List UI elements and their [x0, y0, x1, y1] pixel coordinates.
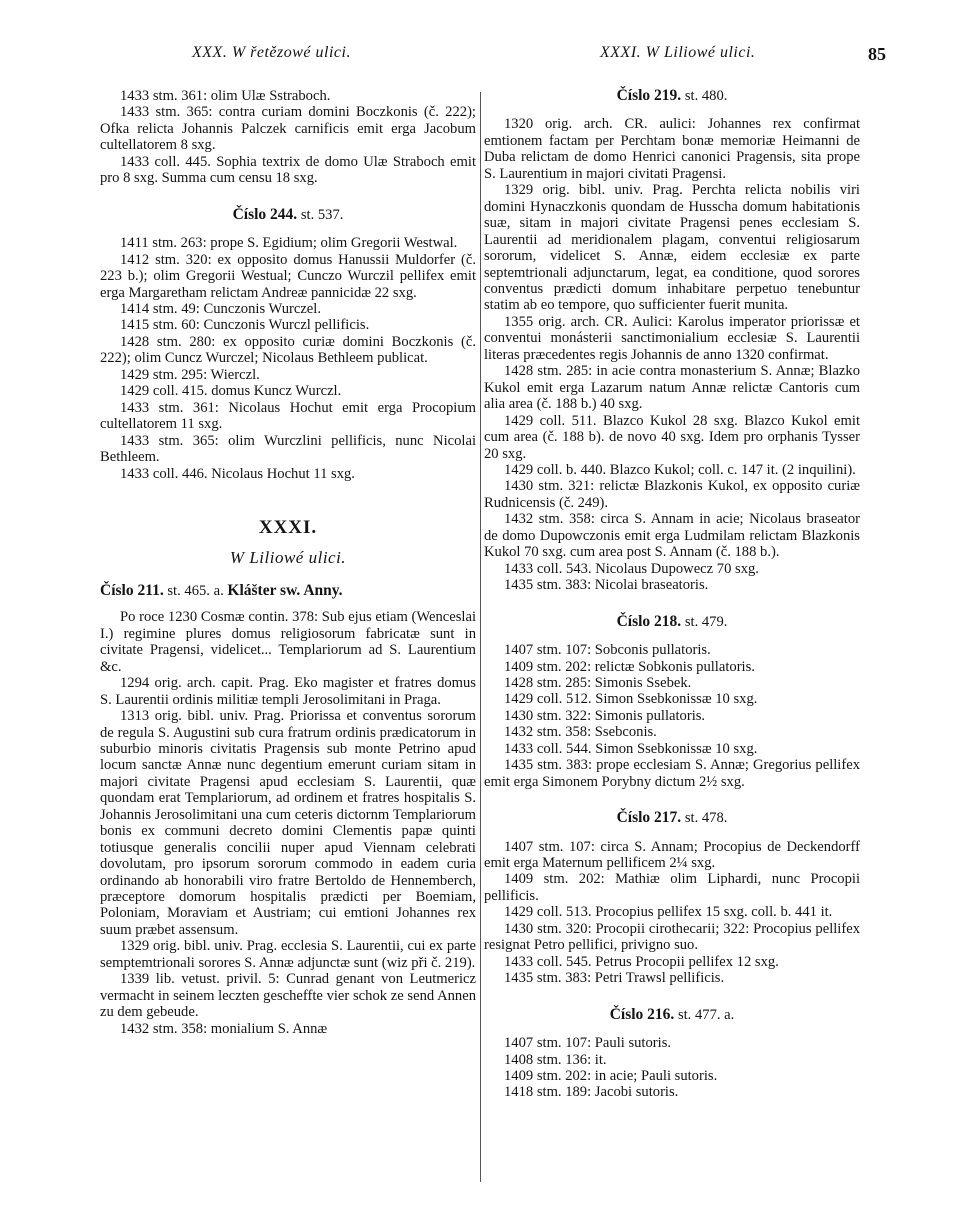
entry-paragraph: 1409 stm. 202: in acie; Pauli sutoris.: [504, 1068, 718, 1085]
section-heading: [484, 88, 860, 104]
section-heading: [100, 583, 476, 599]
running-header-right: XXXI. W Liliowé ulici.: [600, 44, 756, 61]
entry-paragraph: 1329 orig. bibl. univ. Prag. ecclesia S. Laurentii, cui ex parte semptemtrionali sorores S. Annæ adjunctæ sunt (wiz při č. 219).: [100, 938, 476, 971]
entry-paragraph: 1429 coll. 512. Simon Ssebkonissæ 10 sxg.: [504, 691, 758, 708]
entry-paragraph: 1433 coll. 544. Simon Ssebkonissæ 10 sxg.: [504, 740, 758, 757]
column-divider: [480, 92, 481, 1182]
entry-paragraph: 1429 coll. 511. Blazco Kukol 28 sxg. Blazco Kukol emit cum area (č. 188 b). de novo 40 sxg. Idem pro orphanis Tysser 20 sxg.: [484, 412, 860, 462]
section-extra-title: Klášter sw. Anny.: [227, 581, 343, 599]
entry-paragraph: 1429 stm. 295: Wierczl.: [120, 366, 260, 383]
entry-paragraph: 1407 stm. 107: Pauli sutoris.: [504, 1035, 672, 1052]
entry-paragraph: 1435 stm. 383: prope ecclesiam S. Annæ; Gregorius pellifex emit erga Simonem Porybny dictum 2½ sxg.: [484, 757, 860, 790]
entry-paragraph: 1430 stm. 321: relictæ Blazkonis Kukol, ex opposito curiæ Rudnicensis (č. 249).: [484, 478, 860, 511]
entry-paragraph: 1428 stm. 285: in acie contra monasterium S. Annæ; Blazko Kukol emit erga Lazarum natum Annæ relictæ Cantoris cum alia area (č. 188 b.) 40 sxg.: [484, 363, 860, 413]
section-subtitle: st. 479.: [681, 613, 728, 630]
section-heading: [484, 614, 860, 630]
section-number: Číslo 218.: [616, 612, 682, 630]
chapter-title: W Liliowé ulici.: [229, 548, 347, 568]
entry-paragraph: 1339 lib. vetust. privil. 5: Cunrad genant von Leutmericz vermacht in seinem leczten gescheffte vier schok ze send Annen zu dem gebeude.: [100, 971, 476, 1021]
left-column: [100, 88, 476, 1037]
section-heading: [484, 1007, 860, 1023]
section-number: Číslo 211.: [100, 581, 164, 599]
page-number: 85: [868, 44, 886, 64]
section-number: Číslo 216.: [609, 1005, 675, 1023]
entry-paragraph: 1432 stm. 358: Ssebconis.: [504, 724, 657, 741]
section-heading: [100, 207, 476, 223]
entry-paragraph: 1294 orig. arch. capit. Prag. Eko magister et fratres domus S. Laurentii ordinis militiæ templi Jerosolimitani in Praga.: [100, 675, 476, 708]
entry-paragraph: 1430 stm. 320: Procopii cirothecarii; 322: Procopius pellifex resignat Petro pellifici, privigno suo.: [484, 920, 860, 954]
entry-paragraph: 1429 coll. b. 440. Blazco Kukol; coll. c. 147 it. (2 inquilini).: [504, 461, 856, 478]
entry-paragraph: 1355 orig. arch. CR. Aulici: Karolus imperator priorissæ et conventui monásterii sanctimonialium ecclesiæ S. Laurentii literas præcedentes regis Johannis de anno 1320 confirmat.: [484, 313, 860, 363]
entry-paragraph: 1411 stm. 263: prope S. Egidium; olim Gregorii Westwal.: [120, 235, 458, 252]
entry-paragraph: 1433 coll. 545. Petrus Procopii pellifex 12 sxg.: [504, 953, 779, 970]
entry-paragraph: 1435 stm. 383: Petri Trawsl pellificis.: [504, 970, 725, 987]
entry-paragraph: Po roce 1230 Cosmæ contin. 378: Sub ejus etiam (Wenceslai I.) regimine plures domus religiosorum fabricatæ sunt in civitate Pragensi, videlicet... Templariorum ad S. Laurentium &c.: [100, 609, 476, 675]
section-subtitle: st. 480.: [681, 88, 728, 104]
chapter-number: XXXI.: [258, 516, 318, 538]
entry-paragraph: 1433 coll. 445. Sophia textrix de domo Ulæ Straboch emit pro 8 sxg. Summa cum censu 18 sxg.: [100, 153, 476, 187]
section-subtitle: st. 478.: [681, 810, 728, 827]
entry-paragraph: 1428 stm. 280: ex opposito curiæ domini Boczkonis (č. 222); olim Cuncz Wurczel; Nicolaus Bethleem publicat.: [100, 333, 476, 367]
entry-paragraph: 1414 stm. 49: Cunczonis Wurczel.: [120, 300, 321, 317]
entry-paragraph: 1429 coll. 415. domus Kuncz Wurczl.: [120, 383, 342, 400]
entry-paragraph: 1432 stm. 358: circa S. Annam in acie; Nicolaus braseator de domo Dupowczonis emit erga Ludmilam relictam Blazkonis Kukol 70 sxg. cum area post S. Annam (č. 188 b.).: [484, 511, 860, 561]
running-header-left: XXX. W řetězowé ulici.: [192, 44, 351, 61]
entry-paragraph: 1409 stm. 202: Mathiæ olim Liphardi, nunc Procopii pellificis.: [484, 871, 860, 904]
entry-paragraph: 1313 orig. bibl. univ. Prag. Priorissa et conventus sororum de regula S. Augustini sub cura fratrum ordinis prædicatorum in suburbio minoris civitatis Pragensis sub monte Petrino apud locum sanctæ Annæ nunc degentium emerunt curiam sitam in majori civitate Pragensi apud ecclesiam S. Laurentii, quæ quondam erat Templariorum, ad ordinem et fratres hospitalis S. Johannis Jerosolimitani una cum ceteris dictornm Templariorum bonis ex communi decreto domini Clementis papæ quinti totiusque generalis concilii nuper apud Viennam celebrati dovolutam, pro ipsorum sororum commodo in eadem curia ordinando ab honorabili viro fratre Bertoldo de Hennemberch, præceptore domorum hospitalis prædicti per Boemiam, Poloniam, Moraviam et Austriam; cui emtioni Johannes rex suum præbet assensum.: [100, 708, 476, 938]
entry-paragraph: 1435 stm. 383: Nicolai braseatoris.: [504, 577, 709, 594]
entry-paragraph: 1432 stm. 358: monialium S. Annæ: [120, 1020, 328, 1037]
entry-paragraph: 1433 coll. 543. Nicolaus Dupowecz 70 sxg.: [504, 560, 759, 577]
entry-paragraph: 1430 stm. 322: Simonis pullatoris.: [504, 707, 706, 724]
entry-paragraph: 1418 stm. 189: Jacobi sutoris.: [504, 1084, 679, 1101]
entry-paragraph: 1433 stm. 361: olim Ulæ Sstraboch.: [120, 88, 331, 104]
entry-paragraph: 1407 stm. 107: Sobconis pullatoris.: [504, 642, 711, 659]
entry-paragraph: 1433 coll. 446. Nicolaus Hochut 11 sxg.: [120, 465, 355, 482]
entry-paragraph: 1433 stm. 365: olim Wurczlini pellificis, nunc Nicolai Bethleem.: [100, 432, 476, 466]
section-subtitle: st. 465. a.: [163, 582, 228, 599]
entry-paragraph: 1409 stm. 202: relictæ Sobkonis pullatoris.: [504, 658, 755, 675]
right-column: [484, 88, 860, 1101]
section-number: Číslo 217.: [616, 809, 682, 827]
entry-paragraph: 1433 stm. 365: contra curiam domini Boczkonis (č. 222); Ofka relicta Johannis Palczek carnificis emit erga Jacobum cultellatorem 8 sxg.: [100, 104, 476, 154]
entry-paragraph: 1320 orig. arch. CR. aulici: Johannes rex confirmat emtionem factam per Perchtam bonæ memoriæ Heimanni de Duba relictam de domo Henrici canonici Pragensis, sita prope S. Laurentium in majori civitati Pragensi.: [484, 116, 860, 182]
section-subtitle: st. 537.: [297, 206, 344, 223]
section-heading: [484, 810, 860, 826]
section-number: Číslo 219.: [616, 87, 682, 104]
entry-paragraph: 1412 stm. 320: ex opposito domus Hanussii Muldorfer (č. 223 b.); olim Gregorii Westual; Cunczo Wurczil pellifex emit erga Margaretham relictam Andreæ pannicidæ 22 sxg.: [100, 251, 476, 301]
entry-paragraph: 1429 coll. 513. Procopius pellifex 15 sxg. coll. b. 441 it.: [504, 904, 833, 921]
section-number: Číslo 244.: [232, 205, 298, 223]
entry-paragraph: 1407 stm. 107: circa S. Annam; Procopius de Deckendorff emit erga Maternum pellificem 2¼ sxg.: [484, 838, 860, 872]
entry-paragraph: 1329 orig. bibl. univ. Prag. Perchta relicta nobilis viri domini Hynaczkonis quondam de Husscha domum habitationis suæ, sitam in majori civitate Pragensi penes ecclesiam S. Laurentii ad meridionalem plagam, conventui religiosarum sororum, videlicet S. Annæ, eidem ecclesiæ ex parte septemtrionali adjunctarum, legat, ea conditione, quod sorores conventus prædicti domum inhabitare perpetuo tenebuntur statim ab eo tempore, quo sufficienter fuerit munita.: [484, 182, 860, 314]
entry-paragraph: 1433 stm. 361: Nicolaus Hochut emit erga Procopium cultellatorem 11 sxg.: [100, 399, 476, 433]
entry-paragraph: 1415 stm. 60: Cunczonis Wurczl pellificis.: [120, 317, 370, 334]
entry-paragraph: 1408 stm. 136: it.: [504, 1051, 607, 1068]
section-subtitle: st. 477. a.: [674, 1006, 735, 1023]
entry-paragraph: 1428 stm. 285: Simonis Ssebek.: [504, 674, 692, 691]
